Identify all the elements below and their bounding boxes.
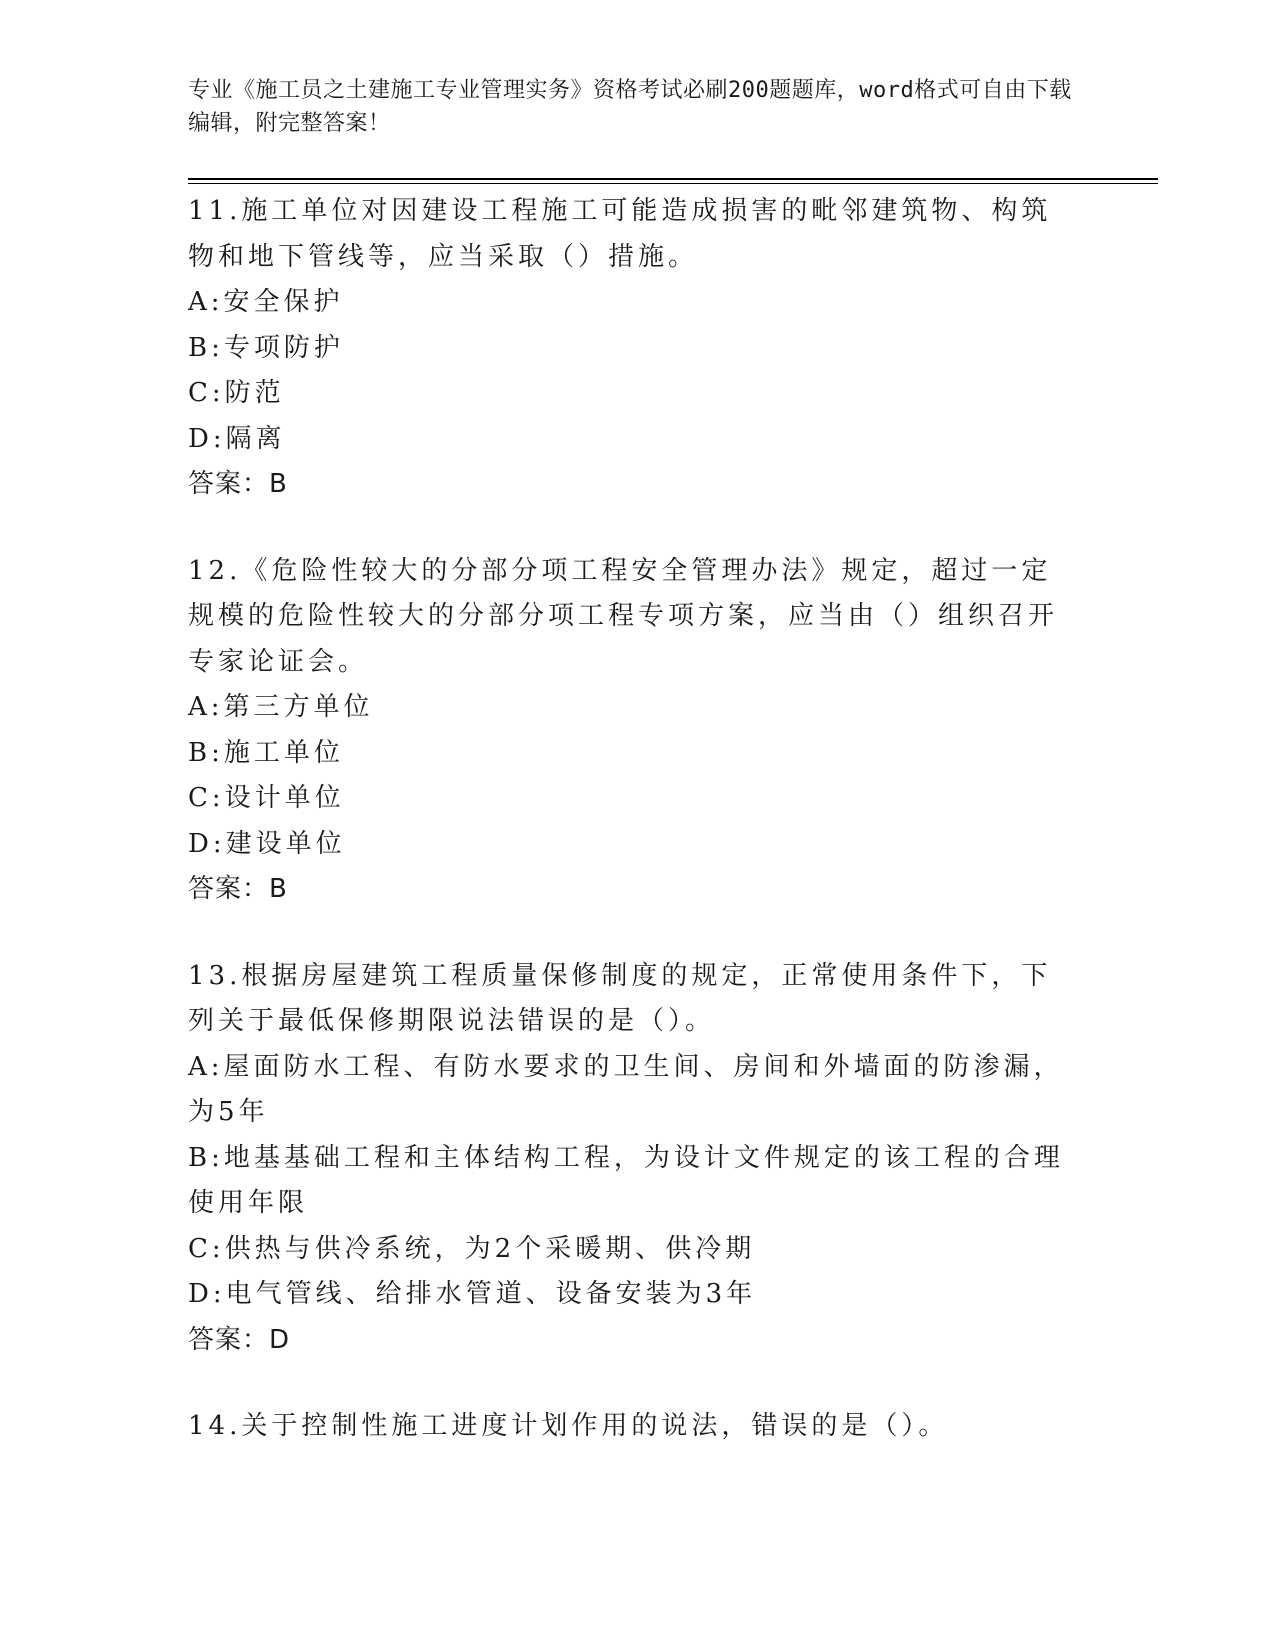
question-text: 14.关于控制性施工进度计划作用的说法，错误的是（）。 <box>188 1411 949 1441</box>
option-c: C:供热与供冷系统，为2个采暖期、供冷期 <box>188 1233 756 1264</box>
question-12 <box>188 549 1078 913</box>
question-text: 13.根据房屋建筑工程质量保修制度的规定，正常使用条件下，下列关于最低保修期限说法错误的是（）。 <box>188 960 1052 1036</box>
option-d: D:隔离 <box>188 423 286 454</box>
question-text: 11.施工单位对因建设工程施工可能造成损害的毗邻建筑物、构筑物和地下管线等，应当采取（）措施。 <box>188 196 1052 272</box>
option-c: C:防范 <box>188 378 285 408</box>
option-d: D:电气管线、给排水管道、设备安装为3年 <box>188 1279 757 1309</box>
question-13 <box>188 954 1078 1364</box>
option-d: D:建设单位 <box>188 828 346 859</box>
answer: 答案：B <box>188 874 288 904</box>
option-a: A:第三方单位 <box>188 692 374 722</box>
question-list <box>188 189 1078 1491</box>
answer: 答案：D <box>188 1324 291 1355</box>
option-b: B:地基基础工程和主体结构工程，为设计文件规定的该工程的合理使用年限 <box>188 1142 1064 1218</box>
option-c: C:设计单位 <box>188 783 345 813</box>
option-b: B:专项防护 <box>188 332 344 363</box>
question-14 <box>188 1404 1078 1450</box>
option-a: A:屋面防水工程、有防水要求的卫生间、房间和外墙面的防渗漏，为5年 <box>188 1051 1064 1127</box>
option-a: A:安全保护 <box>188 287 344 317</box>
question-text: 12.《危险性较大的分部分项工程安全管理办法》规定，超过一定规模的危险性较大的分部分项工程专项方案，应当由（）组织召开专家论证会。 <box>188 555 1059 677</box>
document-header <box>188 74 1078 140</box>
answer: 答案：B <box>188 469 288 499</box>
header-divider-thin <box>188 183 1158 184</box>
header-divider-thick <box>188 178 1158 180</box>
header-intro: 专业《施工员之土建施工专业管理实务》资格考试必刷200题题库，word格式可自由下载编辑，附完整答案！ <box>188 78 1072 136</box>
question-11 <box>188 189 1078 508</box>
option-b: B:施工单位 <box>188 737 344 768</box>
